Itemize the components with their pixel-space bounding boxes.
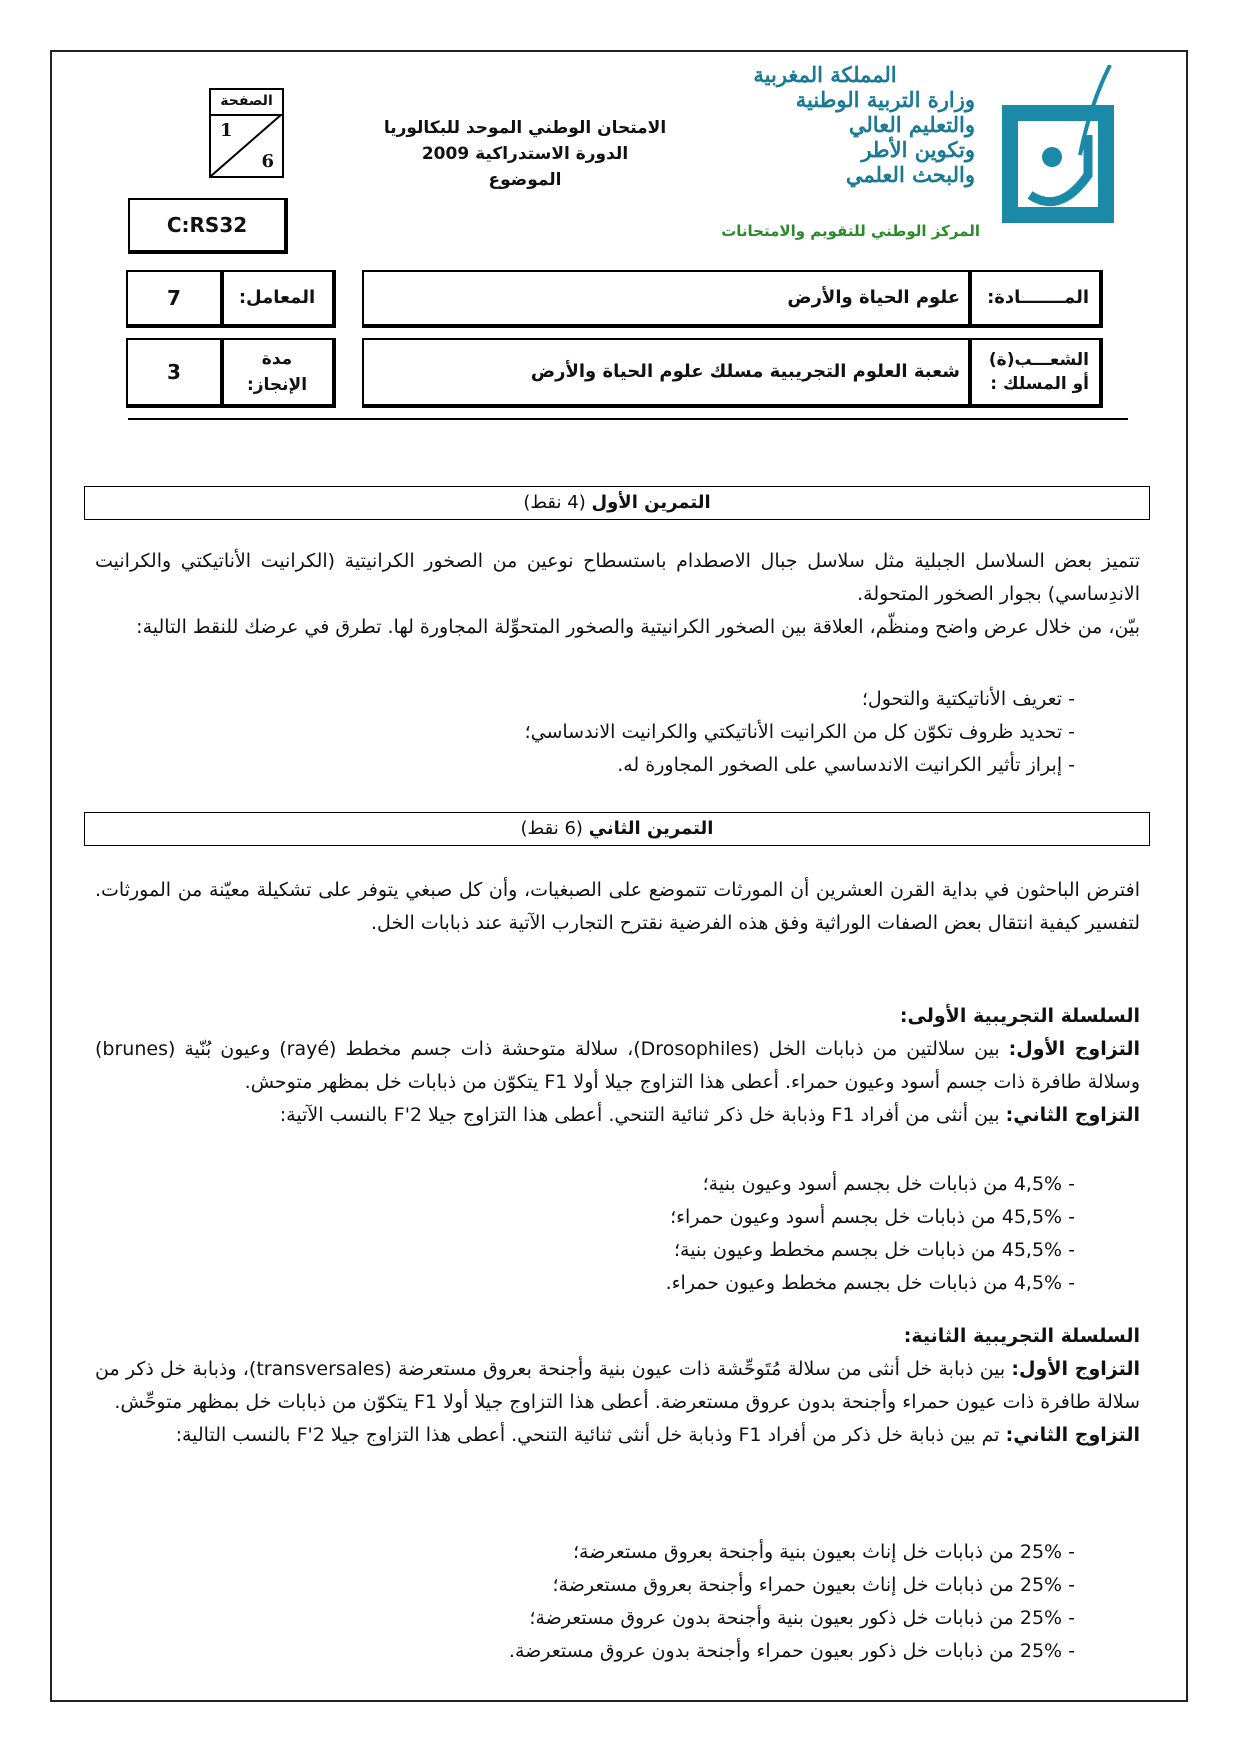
series2-cross2-label: التزاوج الثاني: xyxy=(1005,1424,1140,1446)
page-total: 6 xyxy=(261,151,274,172)
duration-value: 3 xyxy=(126,338,224,408)
series1-results xyxy=(95,1168,1075,1300)
exam-code: C:RS32 xyxy=(128,198,288,254)
exam-line: الدورة الاستدراكية 2009 xyxy=(421,144,629,164)
list-item: - 25% من ذبابات خل إناث بعيون بنية وأجنحة بعروق مستعرضة؛ xyxy=(572,1541,1075,1563)
exercise2-points: (6 نقط) xyxy=(520,818,583,839)
exercise2-intro: افترض الباحثون في بداية القرن العشرين أن المورثات تتموضع على الصبغيات، وأن كل صبغي يتوفر على تشكيلة معيّنة من المورثات. لتفسير كيفية انتقال بعض الصفات الوراثية وفق هذه الفرضية نقترح التجارب الآتية عند ذبابات الخل. xyxy=(95,879,1140,934)
series2 xyxy=(95,1320,1140,1452)
exam-title xyxy=(360,115,690,193)
exercise1-text xyxy=(95,545,1140,644)
page-number-box xyxy=(209,88,284,178)
exercise1-points: (4 نقط) xyxy=(523,492,586,513)
ministry-line: المملكة المغربية xyxy=(753,62,897,87)
exercise1-intro: تتميز بعض السلاسل الجبلية مثل سلاسل جبال الاصطدام باستسطاح نوعين من الصخور الكرانيتية (الكرانيت الأناتيكتي والكرانيت الاندِساسي) بجوار الصخور المتحولة. xyxy=(95,550,1140,605)
exercise1-title: التمرين الأول xyxy=(591,492,711,513)
list-item: - 4,5% من ذبابات خل بجسم أسود وعيون بنية؛ xyxy=(702,1173,1075,1195)
list-item: - 45,5% من ذبابات خل بجسم أسود وعيون حمراء؛ xyxy=(670,1206,1075,1228)
duration-label xyxy=(220,338,336,408)
branch-label-line: أو المسلك : xyxy=(990,374,1089,394)
series2-title: السلسلة التجريبية الثانية: xyxy=(903,1325,1140,1347)
list-item: - تحديد ظروف تكوّن كل من الكرانيت الأناتيكتي والكرانيت الاندساسي؛ xyxy=(524,721,1075,743)
ministry-line: والبحث العلمي xyxy=(845,162,975,187)
series1 xyxy=(95,1000,1140,1132)
list-item: - إبراز تأثير الكرانيت الاندساسي على الصخور المجاورة له. xyxy=(617,754,1075,776)
list-item: - 45,5% من ذبابات خل بجسم مخطط وعيون بنية؛ xyxy=(673,1239,1075,1261)
page-label: الصفحة xyxy=(211,90,282,116)
exercise2-header xyxy=(84,812,1150,846)
series1-title: السلسلة التجريبية الأولى: xyxy=(899,1005,1140,1027)
coefficient-label: المعامل: xyxy=(220,270,336,328)
header-rule xyxy=(128,418,1128,420)
duration-label-line: الإنجاز: xyxy=(246,375,308,395)
list-item: - 25% من ذبابات خل ذكور بعيون حمراء وأجنحة بدون عروق مستعرضة. xyxy=(508,1640,1075,1662)
series1-cross2-label: التزاوج الثاني: xyxy=(1005,1104,1140,1126)
series2-cross2-text: تم بين ذبابة خل ذكر من أفراد F1 وذبابة خل أنثى ثنائية التنحي. أعطى هذا التزاوج جيلا F'2 بالنسب التالية: xyxy=(175,1424,1000,1446)
exercise2-title: التمرين الثاني xyxy=(588,818,714,839)
branch-value: شعبة العلوم التجريبية مسلك علوم الحياة والأرض xyxy=(362,338,972,408)
branch-label-line: الشعـــب(ة) xyxy=(988,350,1089,370)
branch-label xyxy=(968,338,1103,408)
ministry-line: وتكوين الأطر xyxy=(861,137,975,162)
page-current: 1 xyxy=(220,120,233,141)
series1-cross1-text: بين سلالتين من ذبابات الخل (Drosophiles)، سلالة متوحشة ذات جسم مخطط (rayé) وعيون بُنّية (brunes) وسلالة طافرة ذات جسم أسود وعيون حمراء. أعطى هذا التزاوج جيلا أولا F1 يتكوّن من ذبابات خل بمظهر متوحش. xyxy=(95,1038,1140,1093)
coefficient-value: 7 xyxy=(126,270,224,328)
series2-cross1-text: بين ذبابة خل أنثى من سلالة مُتَوحِّشة ذات عيون بنية وأجنحة بعروق مستعرضة (transversales)، وذبابة خل ذكر من سلالة طافرة ذات عيون حمراء وأجنحة بدون عروق مستعرضة. أعطى هذا التزاوج جيلا أولا F1 يتكوّن من ذبابات خل بمظهر متوحِّش. xyxy=(95,1358,1140,1413)
series1-cross1-label: التزاوج الأول: xyxy=(1008,1038,1140,1060)
exercise1-header xyxy=(84,486,1150,520)
exercise1-task: بيّن، من خلال عرض واضح ومنظّم، العلاقة بين الصخور الكرانيتية والصخور المتحوِّلة المجاورة لها. تطرق في عرضك للنقط التالية: xyxy=(136,616,1140,638)
subject-value: علوم الحياة والأرض xyxy=(362,270,972,328)
subject-label: المـــــــادة: xyxy=(968,270,1103,328)
list-item: - 25% من ذبابات خل ذكور بعيون بنية وأجنحة بدون عروق مستعرضة؛ xyxy=(529,1607,1075,1629)
list-item: - 4,5% من ذبابات خل بجسم مخطط وعيون حمراء. xyxy=(665,1272,1075,1294)
exercise1-points-list xyxy=(95,683,1075,782)
exam-line: الامتحان الوطني الموحد للبكالوريا xyxy=(383,118,667,138)
ministry-name xyxy=(675,62,975,187)
series1-cross2-text: بين أنثى من أفراد F1 وذبابة خل ذكر ثنائية التنحي. أعطى هذا التزاوج جيلا F'2 بالنسب الآتية: xyxy=(279,1104,1000,1126)
ministry-line: والتعليم العالي xyxy=(848,112,975,137)
center-name: المركز الوطني للتقويم والامتحانات xyxy=(721,222,980,240)
list-item: - 25% من ذبابات خل إناث بعيون حمراء وأجنحة بعروق مستعرضة؛ xyxy=(552,1574,1075,1596)
ministry-line: وزارة التربية الوطنية xyxy=(795,87,975,112)
ministry-logo xyxy=(1000,65,1120,225)
list-item: - تعريف الأناتيكتية والتحول؛ xyxy=(861,688,1075,710)
series2-cross1-label: التزاوج الأول: xyxy=(1011,1358,1140,1380)
exam-line: الموضوع xyxy=(488,170,562,190)
duration-label-line: مدة xyxy=(261,349,293,369)
series2-results xyxy=(95,1536,1075,1668)
